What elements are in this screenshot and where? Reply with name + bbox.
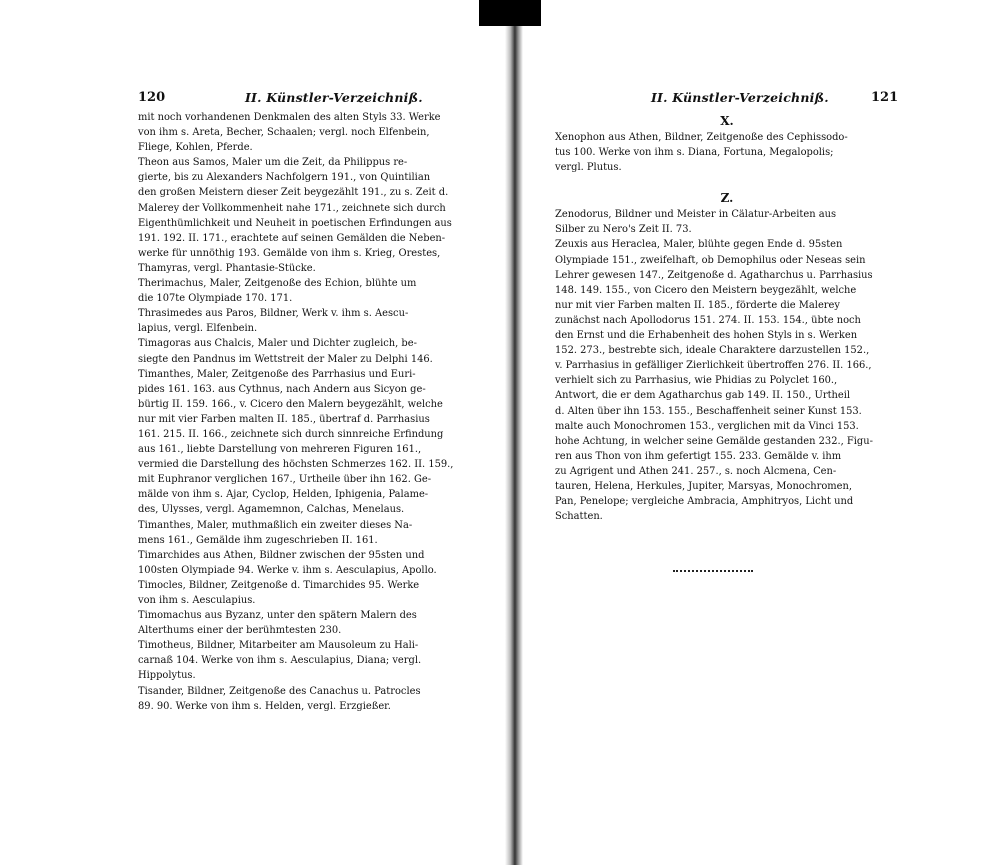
text-line: Tisander, Bildner, Zeitgenoße des Canachus u. Patrocles bbox=[138, 685, 421, 697]
text-line: mit noch vorhandenen Denkmalen des alten Styls 33. Werke bbox=[138, 112, 441, 123]
book-gutter bbox=[505, 0, 523, 865]
text-line: Theon aus Samos, Maler um die Zeit, da Philippus re- bbox=[138, 157, 408, 169]
text-line: Schatten. bbox=[555, 511, 603, 523]
text-line: bürtig II. 159. 166., v. Cicero den Malern beygezählt, welche bbox=[138, 398, 443, 410]
text-line: Timocles, Bildner, Zeitgenoße d. Timarchides 95. Werke bbox=[138, 579, 420, 591]
text-line: Pan, Penelope; vergleiche Ambracia, Amphitryos, Licht und bbox=[555, 496, 854, 508]
text-line: vergl. Plutus. bbox=[555, 162, 622, 174]
text-line: Alterthums einer der berühmtesten 230. bbox=[138, 625, 342, 637]
right-page bbox=[523, 0, 1000, 865]
text-line: 152. 273., bestrebte sich, ideale Charaktere darzustellen 152., bbox=[555, 345, 870, 357]
text-line: Lehrer gewesen 147., Zeitgenoße d. Agatharchus u. Parrhasius bbox=[555, 269, 873, 281]
text-line: gierte, bis zu Alexanders Nachfolgern 191., von Quintilian bbox=[138, 172, 431, 184]
text-line: Therimachus, Maler, Zeitgenoße des Echion, blühte um bbox=[138, 278, 417, 290]
text-line: den Ernst und die Erhabenheit des hohen Styls in s. Werken bbox=[555, 330, 858, 342]
text-line: von ihm s. Aesculapius. bbox=[138, 595, 256, 606]
text-line: Timanthes, Maler, Zeitgenoße des Parrhasius und Euri- bbox=[138, 368, 416, 380]
text-line: Timagoras aus Chalcis, Maler und Dichter zugleich, be- bbox=[138, 338, 417, 350]
right-page-body bbox=[555, 112, 899, 524]
text-line: mit Euphranor verglichen 167., Urtheile über ihn 162. Ge- bbox=[138, 474, 432, 486]
scan-speckle bbox=[673, 570, 753, 572]
text-line: vermied die Darstellung des höchsten Schmerzes 162. II. 159., bbox=[138, 459, 454, 471]
right-running-head: II. Künstler-Verzeichniß. bbox=[651, 90, 829, 105]
left-page-number: 120 bbox=[138, 90, 166, 105]
left-running-head: II. Künstler-Verzeichniß. bbox=[245, 90, 423, 105]
text-line: 161. 215. II. 166., zeichnete sich durch sinnreiche Erfindung bbox=[138, 428, 444, 440]
text-line: Antwort, die er dem Agatharchus gab 149. II. 150., Urtheil bbox=[555, 390, 851, 402]
text-line: Zenodorus, Bildner und Meister in Cälatur-Arbeiten aus bbox=[555, 209, 837, 221]
text-line: Timotheus, Bildner, Mitarbeiter am Mausoleum zu Hali- bbox=[138, 640, 419, 652]
text-line: Timarchides aus Athen, Bildner zwischen der 95sten und bbox=[138, 549, 425, 561]
text-line: zunächst nach Apollodorus 151. 274. II. 153. 154., übte noch bbox=[555, 314, 861, 326]
text-line: Timomachus aus Byzanz, unter den spätern Malern des bbox=[138, 610, 417, 622]
text-line: Silber zu Nero's Zeit II. 73. bbox=[555, 224, 692, 236]
text-line: 148. 149. 155., von Cicero den Meistern beygezählt, welche bbox=[555, 284, 857, 296]
text-line: carnaß 104. Werke von ihm s. Aesculapius, Diana; vergl. bbox=[138, 655, 422, 667]
text-line: des, Ulysses, vergl. Agamemnon, Calchas, Menelaus. bbox=[138, 504, 405, 516]
text-line: ren aus Thon von ihm gefertigt 155. 233. Gemälde v. ihm bbox=[555, 450, 842, 462]
text-line: tus 100. Werke von ihm s. Diana, Fortuna, Megalopolis; bbox=[555, 147, 834, 159]
text-line: Xenophon aus Athen, Bildner, Zeitgenoße des Cephissodo- bbox=[555, 132, 848, 143]
text-line: v. Parrhasius in gefälliger Zierlichkeit übertroffen 276. II. 166., bbox=[555, 360, 872, 372]
text-line: Timanthes, Maler, muthmaßlich ein zweiter dieses Na- bbox=[138, 519, 413, 531]
text-line: d. Alten über ihn 153. 155., Beschaffenheit seiner Kunst 153. bbox=[555, 405, 862, 417]
text-line: tauren, Helena, Herkules, Jupiter, Marsyas, Monochromen, bbox=[555, 480, 853, 492]
text-line: Hippolytus. bbox=[138, 670, 196, 682]
text-line: Thrasimedes aus Paros, Bildner, Werk v. ihm s. Aescu- bbox=[138, 308, 409, 320]
text-line: malte auch Monochromen 153., verglichen mit da Vinci 153. bbox=[555, 420, 859, 432]
text-line: Zeuxis aus Heraclea, Maler, blühte gegen Ende d. 95sten bbox=[555, 239, 843, 251]
text-line: pides 161. 163. aus Cythnus, nach Andern aus Sicyon ge- bbox=[138, 383, 426, 395]
text-line: hohe Achtung, in welcher seine Gemälde gestanden 232., Figu- bbox=[555, 435, 873, 447]
text-line: 100sten Olympiade 94. Werke v. ihm s. Aesculapius, Apollo. bbox=[138, 564, 437, 576]
right-page-number: 121 bbox=[871, 90, 899, 105]
text-line: die 107te Olympiade 170. 171. bbox=[138, 293, 293, 305]
text-line: Thamyras, vergl. Phantasie-Stücke. bbox=[138, 262, 316, 274]
text-line: mens 161., Gemälde ihm zugeschrieben II. 161. bbox=[138, 534, 378, 546]
text-line: 89. 90. Werke von ihm s. Helden, vergl. Erzgießer. bbox=[138, 700, 391, 712]
text-line: nur mit vier Farben malten II. 185., übertraf d. Parrhasius bbox=[138, 413, 430, 425]
text-line: Olympiade 151., zweifelhaft, ob Demophilus oder Neseas sein bbox=[555, 254, 866, 266]
text-line: werke für unnöthig 193. Gemälde von ihm s. Krieg, Orestes, bbox=[138, 247, 441, 259]
text-line: Malerey der Vollkommenheit nahe 171., zeichnete sich durch bbox=[138, 202, 446, 214]
text-line: 191. 192. II. 171., erachtete auf seinen Gemälden die Neben- bbox=[138, 232, 446, 244]
text-line: mälde von ihm s. Ajar, Cyclop, Helden, Iphigenia, Palame- bbox=[138, 489, 429, 501]
text-line: Eigenthümlichkeit und Neuheit in poetischen Erfindungen aus bbox=[138, 217, 452, 229]
text-line: verhielt sich zu Parrhasius, wie Phidias zu Polyclet 160., bbox=[555, 375, 838, 387]
text-line: aus 161., liebte Darstellung von mehreren Figuren 161., bbox=[138, 444, 422, 456]
section-letter-z: Z. bbox=[720, 191, 734, 206]
left-page-body bbox=[138, 110, 484, 714]
section-letter-x: X. bbox=[720, 114, 734, 128]
text-line: zu Agrigent und Athen 241. 257., s. noch Alcmena, Cen- bbox=[555, 465, 837, 477]
text-line: Fliege, Kohlen, Pferde. bbox=[138, 142, 253, 154]
text-line: lapius, vergl. Elfenbein. bbox=[138, 323, 258, 335]
text-line: nur mit vier Farben malten II. 185., förderte die Malerey bbox=[555, 299, 840, 311]
text-line: von ihm s. Areta, Becher, Schaalen; vergl. noch Elfenbein, bbox=[138, 127, 430, 139]
text-line: den großen Meistern dieser Zeit beygezählt 191., zu s. Zeit d. bbox=[138, 187, 449, 199]
text-line: siegte den Pandnus im Wettstreit der Maler zu Delphi 146. bbox=[138, 353, 433, 365]
